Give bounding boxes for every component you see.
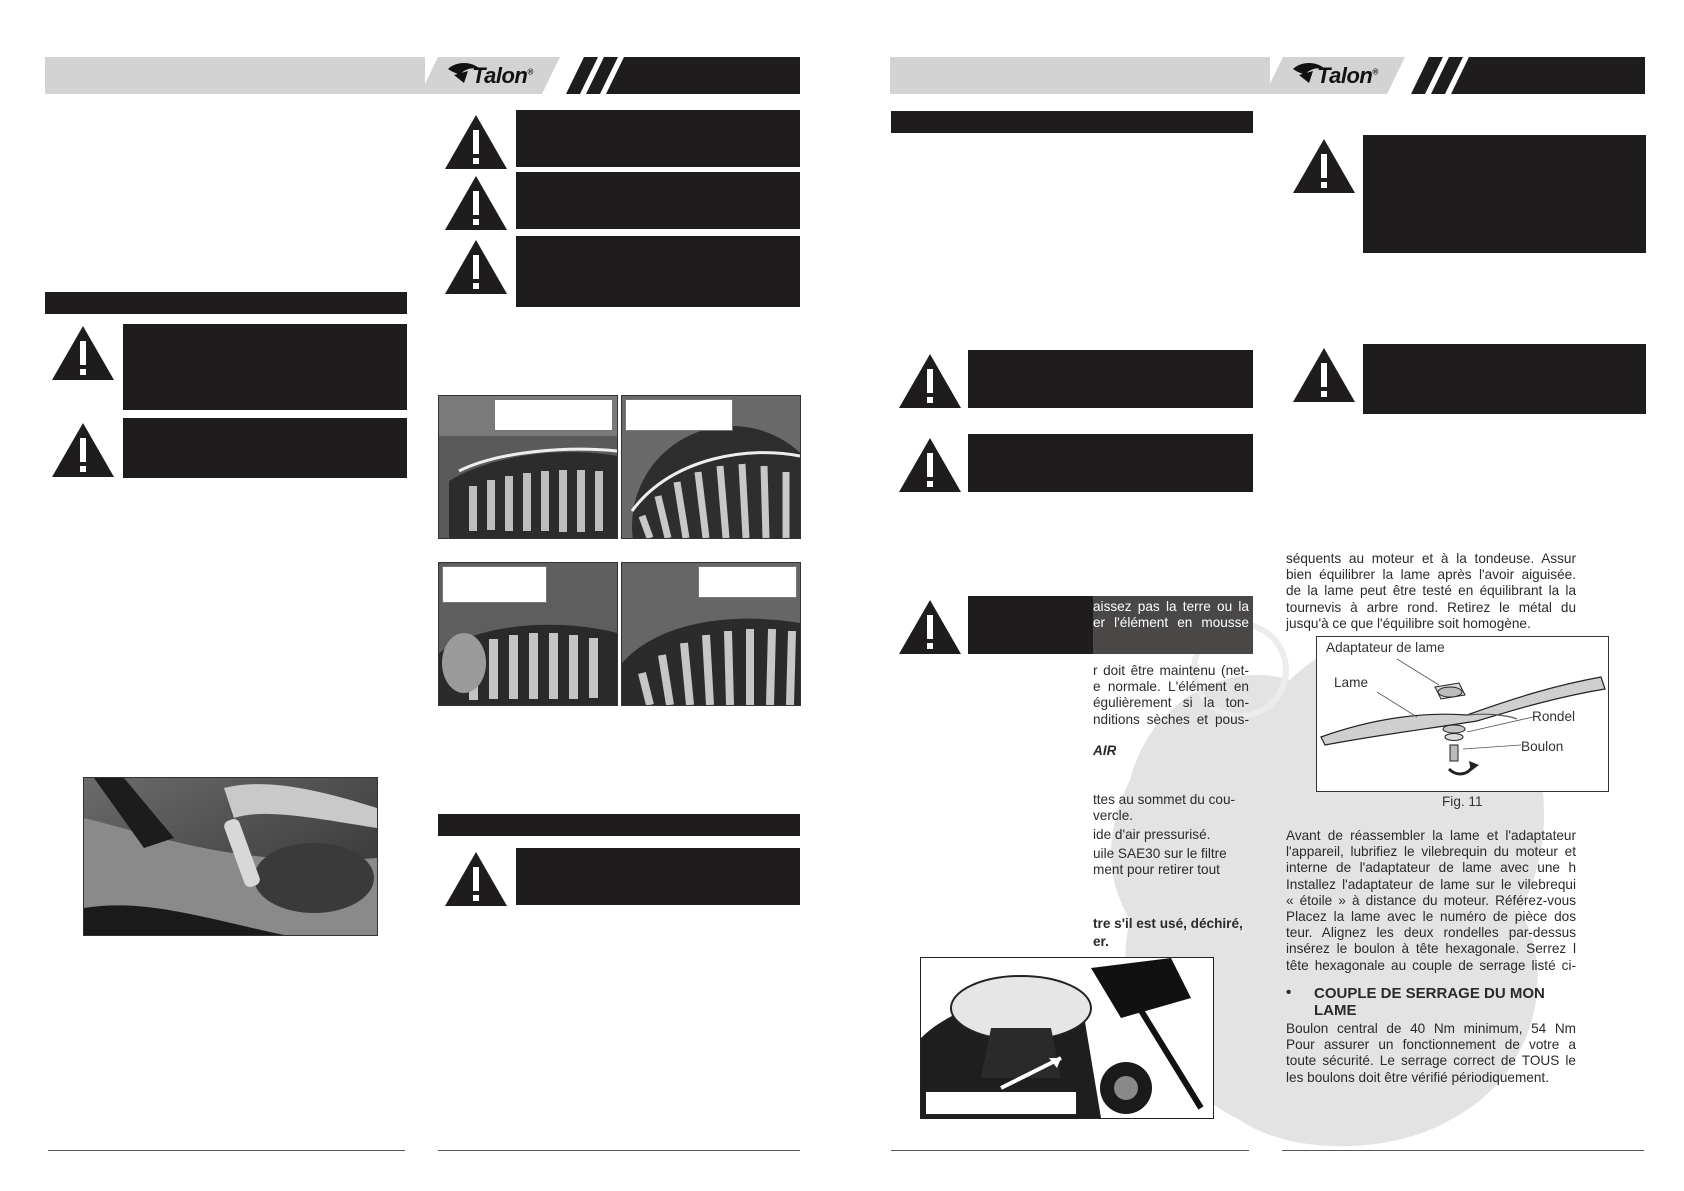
wheel-photo-3 (438, 562, 618, 706)
warning-triangle-icon (443, 238, 509, 296)
air-filter-bold-text: tre s'il est usé, déchiré, er. (1093, 916, 1243, 950)
wheel-photo-1 (438, 395, 618, 539)
figure-label-washer: Rondel (1532, 709, 1576, 724)
warning-panel (968, 350, 1253, 408)
header-band-left (45, 57, 425, 94)
warning-panel (516, 848, 800, 905)
warning-triangle-icon (50, 324, 116, 382)
footer-rule (1282, 1150, 1644, 1151)
mower-engine-illustration (920, 957, 1214, 1119)
air-filter-text-low3: uile SAE30 sur le filtre ment pour retirer tout (1093, 846, 1227, 878)
logo-text: Talon® (1317, 63, 1378, 88)
warning-panel (1363, 135, 1646, 253)
warning-triangle-icon (897, 352, 963, 410)
wheel-photo-2 (621, 395, 801, 539)
photo-label-box (494, 399, 613, 431)
blade-text-bottom: Boulon central de 40 Nm minimum, 54 Nm Pour assurer un fonctionnement de votre a toute sécurité. Le serrage correct de TOUS le les boulons doit être vérifié périodiquement. (1286, 1021, 1576, 1085)
warning-triangle-icon (443, 850, 509, 908)
footer-rule (891, 1150, 1249, 1151)
footer-rule (438, 1150, 800, 1151)
warning-triangle-icon (443, 113, 509, 171)
figure-caption: Fig. 11 (1442, 794, 1483, 809)
blade-text-top: séquents au moteur et à la tondeuse. Assur bien équilibrer la lame après l'avoir aiguisée. de la lame peut être testé en équilibrant la la tournevis à arbre rond. Retirez le métal du jusqu'à ce que l'équilibre soit homogène. (1286, 551, 1576, 631)
wheel-photo-4 (621, 562, 801, 706)
warning-panel (968, 596, 1093, 654)
section-bar (438, 814, 800, 836)
section-bar (45, 292, 407, 314)
torque-bullet: • (1286, 985, 1292, 1001)
air-filter-heading-fragment: AIR (1093, 743, 1117, 758)
warning-panel (123, 324, 407, 410)
air-filter-text-low: ttes au sommet du cou- vercle. (1093, 792, 1236, 824)
figure-label-bolt: Boulon (1521, 739, 1564, 754)
warning-triangle-icon (443, 174, 509, 232)
section-bar (891, 111, 1253, 133)
warning-triangle-icon (50, 421, 116, 479)
air-filter-text-low2: ide d'air pressurisé. (1093, 827, 1211, 842)
footer-rule (48, 1150, 405, 1151)
photo-label-box (698, 566, 797, 598)
torque-subheading: COUPLE DE SERRAGE DU MON LAME (1314, 985, 1545, 1019)
air-filter-overflow-text: aissez pas la terre ou la er l'élément en mousse (1093, 599, 1249, 631)
header-logo-left (420, 57, 560, 94)
warning-panel (516, 110, 800, 167)
photo-label-box (442, 566, 547, 603)
warning-triangle-icon (897, 436, 963, 494)
warning-panel (516, 172, 800, 229)
warning-panel (968, 434, 1253, 492)
figure-label-blade-adapter: Adaptateur de lame (1326, 640, 1445, 655)
photo-label-box (625, 399, 733, 431)
warning-panel (1363, 344, 1646, 414)
blade-figure (1316, 636, 1609, 792)
air-filter-text-mid: r doit être maintenu (net- e normale. L'élément en égulièrement si la ton- nditions sèches et pous- (1093, 663, 1249, 727)
blade-text-mid: Avant de réassembler la lame et l'adaptateur l'appareil, lubrifiez le vilebrequin du moteur et interne de l'adaptateur de lame avec une h Installez l'adaptateur de lame sur le vilebrequi « étoile » à distance du moteur. Référez-vous Placez la lame avec le numéro de pièce dos teur. Alignez les deux rondelles par-dessus insérez le boulon à tête hexagonale. Serrez l tête hexagonale au couple de serrage listé ci- (1286, 828, 1576, 973)
warning-panel (516, 236, 800, 307)
warning-panel (123, 418, 407, 478)
warning-triangle-icon (1291, 346, 1357, 404)
mower-bag-photo (83, 777, 378, 936)
header-band-right (890, 57, 1270, 94)
logo-text: Talon® (472, 63, 533, 88)
header-logo-right (1265, 57, 1405, 94)
figure-label-blade: Lame (1334, 675, 1369, 690)
warning-triangle-icon (897, 598, 963, 656)
header-stripes-left (560, 57, 800, 94)
warning-triangle-icon (1291, 137, 1357, 195)
header-stripes-right (1405, 57, 1645, 94)
illustration-label-box (925, 1091, 1077, 1115)
